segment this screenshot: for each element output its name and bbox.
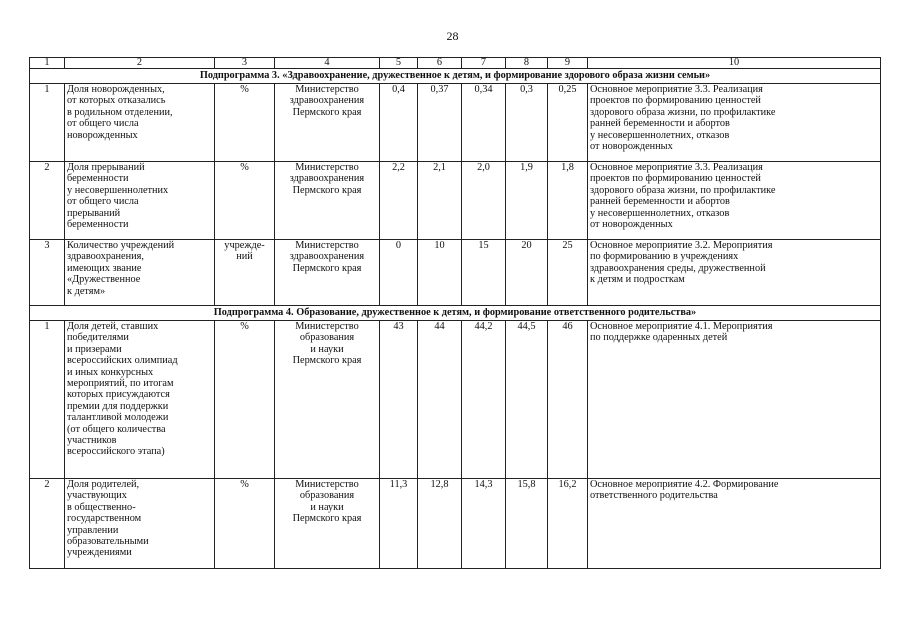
row-number: 3 <box>30 240 65 306</box>
value-col-7: 44,2 <box>462 321 506 479</box>
row-number: 1 <box>30 84 65 162</box>
value-col-5: 11,3 <box>380 479 418 569</box>
row-number: 2 <box>30 162 65 240</box>
agency-text: Министерство здравоохранения Пермского края <box>289 162 365 196</box>
responsible-agency <box>275 479 380 569</box>
indicator-name-text: Доля детей, ставших победителями и призерами всероссийских олимпиад и иных конкурсных мероприятий, по итогам которых присуждаются премии для поддержки талантливой молодежи (от общего количества участников всероссийского этапа) <box>67 321 178 458</box>
value-col-5: 2,2 <box>380 162 418 240</box>
unit-text: учрежде- ний <box>224 240 265 263</box>
table-row <box>30 240 881 306</box>
main-measure-text: Основное мероприятие 4.2. Формирование ответственного родительства <box>590 479 779 502</box>
main-measure <box>588 479 881 569</box>
value-col-5: 0 <box>380 240 418 306</box>
indicators-table <box>29 57 881 569</box>
table-row <box>30 479 881 569</box>
agency-text: Министерство здравоохранения Пермского края <box>289 240 365 274</box>
value-col-8: 20 <box>506 240 548 306</box>
row-number: 1 <box>30 321 65 479</box>
value-col-8: 0,3 <box>506 84 548 162</box>
column-number: 3 <box>215 58 275 69</box>
indicator-name <box>65 240 215 306</box>
indicator-name-text: Доля новорожденных, от которых отказались в родильном отделении, от общего числа новорожденных <box>67 84 173 141</box>
subprogram-4-title: Подпрограмма 4. Образование, дружественное к детям, и формирование ответственного родительства» <box>30 306 881 321</box>
unit <box>215 162 275 240</box>
value-col-8: 44,5 <box>506 321 548 479</box>
main-measure <box>588 321 881 479</box>
indicator-name-text: Количество учреждений здравоохранения, имеющих звание «Дружественное к детям» <box>67 240 175 297</box>
value-col-6: 10 <box>418 240 462 306</box>
row-number: 2 <box>30 479 65 569</box>
subprogram-heading-row <box>30 306 881 321</box>
unit <box>215 479 275 569</box>
indicator-name <box>65 321 215 479</box>
value-col-7: 15 <box>462 240 506 306</box>
indicator-name-text: Доля прерываний беременности у несовершеннолетних от общего числа прерываний беременности <box>67 162 169 231</box>
responsible-agency <box>275 84 380 162</box>
column-number: 8 <box>506 58 548 69</box>
value-col-5: 0,4 <box>380 84 418 162</box>
indicator-name <box>65 479 215 569</box>
indicator-name-text: Доля родителей, участвующих в общественно- государственном управлении образовательными учреждениями <box>67 479 149 559</box>
unit-text: % <box>240 162 249 173</box>
value-col-8: 15,8 <box>506 479 548 569</box>
page-number: 28 <box>446 29 459 43</box>
column-number: 1 <box>30 58 65 69</box>
unit-text: % <box>240 321 249 332</box>
agency-text: Министерство образования и науки Пермского края <box>292 479 362 525</box>
main-measure-text: Основное мероприятие 3.2. Мероприятия по формированию в учреждениях здравоохранения среды, дружественной к детям и подросткам <box>590 240 773 286</box>
column-number: 5 <box>380 58 418 69</box>
main-measure-text: Основное мероприятие 3.3. Реализация проектов по формированию ценностей здорового образа жизни, по профилактике ранней беременности и абортов у несовершеннолетних, отказов от новорожденных <box>590 84 776 153</box>
main-measure-text: Основное мероприятие 4.1. Мероприятия по поддержке одаренных детей <box>590 321 773 344</box>
value-col-6: 2,1 <box>418 162 462 240</box>
value-col-9: 46 <box>548 321 588 479</box>
agency-text: Министерство здравоохранения Пермского края <box>289 84 365 118</box>
subprogram-heading-row <box>30 69 881 84</box>
subprogram-3-title: Подпрограмма 3. «Здравоохранение, дружественное к детям, и формирование здорового образа жизни семьи» <box>30 69 881 84</box>
indicator-name <box>65 162 215 240</box>
responsible-agency <box>275 240 380 306</box>
column-number: 7 <box>462 58 506 69</box>
table-row <box>30 321 881 479</box>
value-col-7: 2,0 <box>462 162 506 240</box>
main-measure <box>588 240 881 306</box>
value-col-5: 43 <box>380 321 418 479</box>
column-number-row <box>30 58 881 69</box>
column-number: 9 <box>548 58 588 69</box>
main-measure-text: Основное мероприятие 3.3. Реализация проектов по формированию ценностей здорового образа жизни, по профилактике ранней беременности и абортов у несовершеннолетних, отказов от новорожденных <box>590 162 776 231</box>
table-row <box>30 84 881 162</box>
unit <box>215 84 275 162</box>
value-col-8: 1,9 <box>506 162 548 240</box>
unit <box>215 240 275 306</box>
value-col-9: 0,25 <box>548 84 588 162</box>
main-measure <box>588 162 881 240</box>
value-col-7: 14,3 <box>462 479 506 569</box>
value-col-6: 12,8 <box>418 479 462 569</box>
unit-text: % <box>240 84 249 95</box>
responsible-agency <box>275 321 380 479</box>
value-col-9: 1,8 <box>548 162 588 240</box>
column-number: 4 <box>275 58 380 69</box>
column-number: 10 <box>588 58 881 69</box>
value-col-6: 0,37 <box>418 84 462 162</box>
agency-text: Министерство образования и науки Пермского края <box>292 321 362 367</box>
column-number: 6 <box>418 58 462 69</box>
value-col-7: 0,34 <box>462 84 506 162</box>
unit <box>215 321 275 479</box>
value-col-9: 16,2 <box>548 479 588 569</box>
indicator-name <box>65 84 215 162</box>
unit-text: % <box>240 479 249 490</box>
column-number: 2 <box>65 58 215 69</box>
main-measure <box>588 84 881 162</box>
value-col-6: 44 <box>418 321 462 479</box>
table-row <box>30 162 881 240</box>
value-col-9: 25 <box>548 240 588 306</box>
responsible-agency <box>275 162 380 240</box>
